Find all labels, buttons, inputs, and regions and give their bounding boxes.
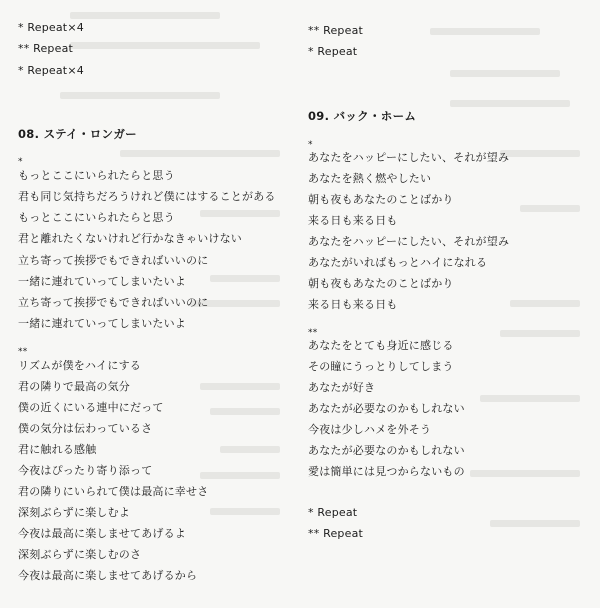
lyric-line: 君の隣りで最高の気分 [18,380,130,393]
lyric-line: 一緒に連れていってしまいたいよ [18,275,186,288]
repeat-line: ** Repeat [18,42,74,55]
lyric-line: 立ち寄って挨拶でもできればいいのに [18,254,209,267]
lyric-line: もっとここにいられたらと思う [18,211,175,224]
verse-marker: * [18,157,23,167]
lyric-line: 朝も夜もあなたのことばかり [308,193,454,206]
lyric-line: 来る日も来る日も [308,214,398,227]
lyric-line: 今夜は最高に楽しませてあげるよ [18,527,186,540]
lyric-line: あなたをハッピーにしたい、それが望み [308,235,510,248]
lyric-line: 今夜は最高に楽しませてあげるから [18,569,198,582]
lyric-line: あなたが好き [308,381,376,394]
repeat-line: * Repeat×4 [18,21,84,34]
lyric-line: 朝も夜もあなたのことばかり [308,277,454,290]
lyric-line: あなたをとても身近に感じる [308,339,454,352]
lyric-line: もっとここにいられたらと思う [18,169,175,182]
lyric-line: 深刻ぶらずに楽しむよ [18,506,130,519]
lyric-line: 君に触れる感触 [18,443,97,456]
verse-marker: ** [18,347,28,357]
lyric-line: 今夜はぴったり寄り添って [18,464,153,477]
song-title: 08. ステイ・ロンガー [18,127,137,141]
lyric-line: あなたがいればもっとハイになれる [308,256,488,269]
lyric-line: 僕の気分は伝わっているさ [18,422,153,435]
lyric-line: 愛は簡単には見つからないもの [308,465,465,478]
lyric-line: 僕の近くにいる連中にだって [18,401,164,414]
lyric-line: あなたが必要なのかもしれない [308,444,465,457]
lyric-line: 君の隣りにいられて僕は最高に幸せさ [18,485,209,498]
repeat-line: * Repeat [308,506,358,519]
repeat-line: ** Repeat [308,24,364,37]
lyric-line: 君と離れたくないけれど行かなきゃいけない [18,232,242,245]
lyric-line: あなたを熱く燃やしたい [308,172,432,185]
lyric-line: リズムが僕をハイにする [18,359,141,372]
lyric-line: 深刻ぶらずに楽しむのさ [18,548,142,561]
repeat-line: ** Repeat [308,527,364,540]
lyric-line: その瞳にうっとりしてしまう [308,360,454,373]
verse-marker: * [308,140,313,150]
lyric-line: 立ち寄って挨拶でもできればいいのに [18,296,209,309]
lyric-line: 君も同じ気持ちだろうけれど僕にはすることがある [18,190,276,203]
lyric-line: あなたが必要なのかもしれない [308,402,465,415]
repeat-line: * Repeat [308,45,358,58]
verse-marker: ** [308,328,318,338]
lyric-line: 来る日も来る日も [308,298,398,311]
song-title: 09. バック・ホーム [308,109,417,123]
lyric-line: あなたをハッピーにしたい、それが望み [308,151,510,164]
lyric-line: 今夜は少しハメを外そう [308,423,432,436]
repeat-line: * Repeat×4 [18,64,84,77]
lyric-line: 一緒に連れていってしまいたいよ [18,317,186,330]
